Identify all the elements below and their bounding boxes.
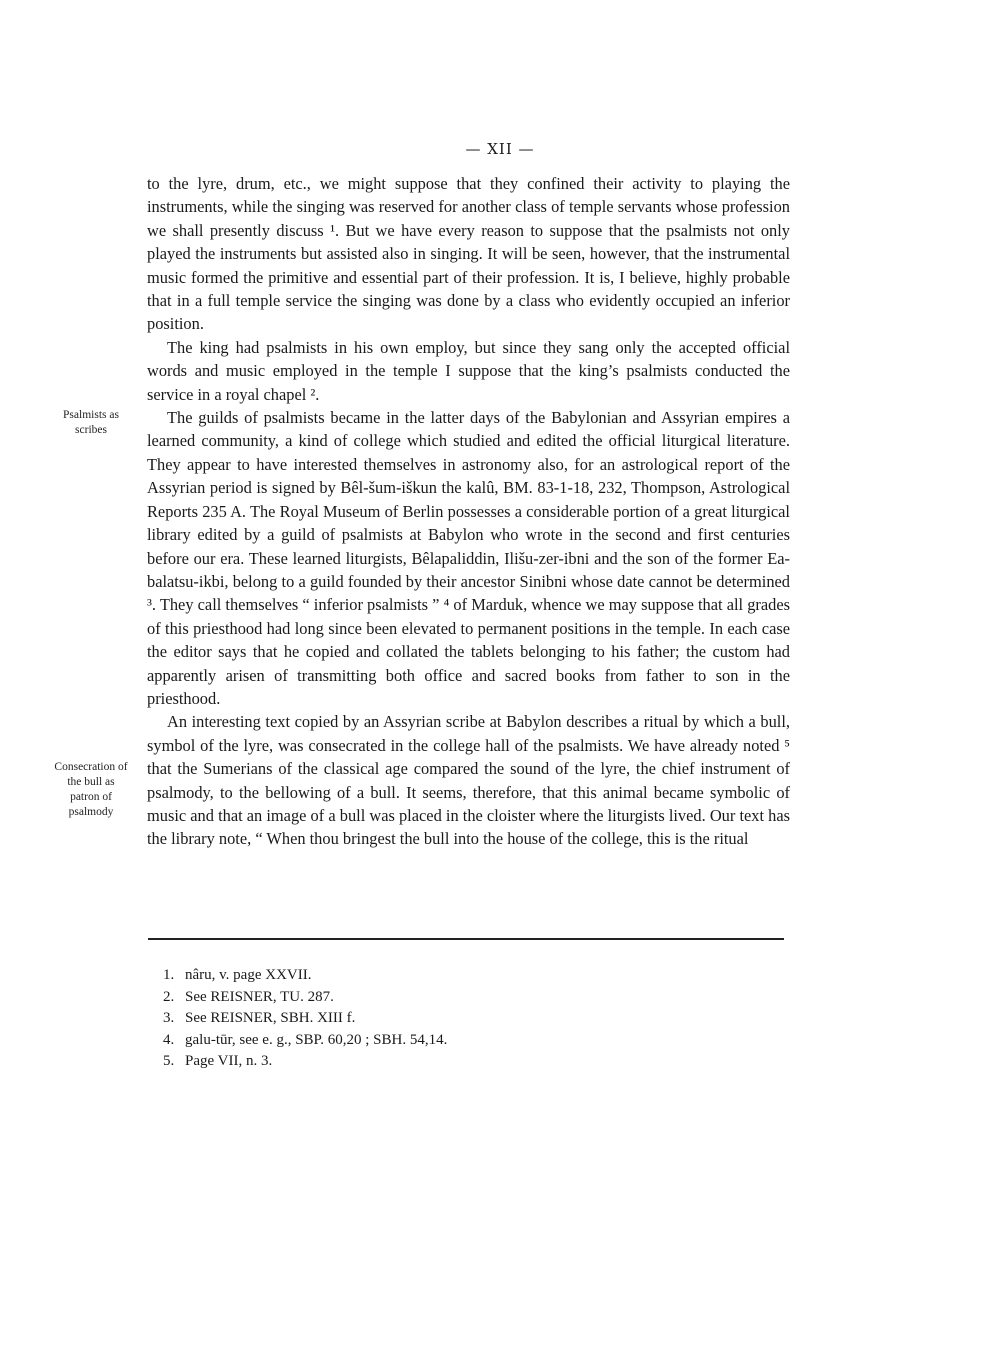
footnotes	[163, 965, 763, 1073]
footnote-text: nâru, v. page XXVII.	[185, 967, 312, 983]
margin-note-psalmists-scribes: Psalmists as scribes	[63, 409, 119, 436]
paragraph-4: An interesting text copied by an Assyrian scribe at Babylon describes a ritual by which a bull, symbol of the lyre, was consecrated in the college hall of the psalmists. We have already noted ⁵ that the Sumerians of the classical age compared the sound of the lyre, the chief instrument of psalmody, to the bellowing of a bull. It seems, therefore, that this animal became symbolic of music and that an image of a bull was placed in the cloister where the liturgists lived. Our text has the library note, “ When thou bringest the bull into the house of the college, this is the ritual	[147, 712, 790, 849]
footnote-text: See REISNER, TU. 287.	[185, 988, 334, 1005]
footnote-number: 1.	[163, 967, 175, 983]
page-header: — XII —	[465, 140, 535, 158]
body-text	[147, 172, 790, 851]
footnote-text: Page VII, n. 3.	[185, 1053, 273, 1069]
footnote-number: 3.	[163, 1010, 175, 1026]
footnote-number: 4.	[163, 1031, 175, 1048]
paragraph-2: The king had psalmists in his own employ, but since they sang only the accepted official words and music employed in the temple I suppose that the king’s psalmists conducted the service in a royal chapel ².	[147, 337, 790, 404]
footnote-text: galu-tūr, see e. g., SBP. 60,20 ; SBH. 54,14.	[185, 1031, 448, 1048]
footnote-divider	[148, 938, 784, 940]
footnote-number: 2.	[163, 988, 175, 1005]
footnote-1	[163, 965, 763, 987]
margin-note-consecration-bull: Consecration of the bull as patron of psalmody	[54, 761, 128, 818]
footnote-2	[163, 987, 763, 1009]
footnote-text: See REISNER, SBH. XIII f.	[185, 1010, 356, 1026]
paragraph-1: to the lyre, drum, etc., we might suppose that they confined their activity to playing the instruments, while the singing was reserved for another class of temple servants whose profession we shall presently discuss ¹. But we have every reason to suppose that the psalmists not only played the instruments but assisted also in singing. It will be seen, however, that the instrumental music formed the primitive and essential part of their profession. It is, I believe, highly probable that in a full temple service the singing was done by a class who evidently occupied an inferior position.	[147, 174, 790, 334]
footnote-number: 5.	[163, 1053, 175, 1069]
paragraph-3: The guilds of psalmists became in the latter days of the Babylonian and Assyrian empires a learned community, a kind of college which studied and edited the official liturgical literature. They appear to have interested themselves in astronomy also, for an astrological report of the Assyrian period is signed by Bêl-šum-iškun the kalû, BM. 83-1-18, 232, Thompson, Astrological Reports 235 A. The Royal Museum of Berlin possesses a considerable portion of a great liturgical library edited by a guild of psalmists at Babylon who wrote in the second and first centuries before our era. These learned liturgists, Bêlapaliddin, Ilišu-zer-ibni and the son of the former Ea-balatsu-ikbi, belong to a guild founded by their ancestor Sinibni whose date cannot be determined ³. They call themselves “ inferior psalmists ” ⁴ of Marduk, whence we may suppose that all grades of this priesthood had long since been elevated to permanent positions in the temple. In each case the editor says that he copied and collated the tablets belonging to his father; the custom had apparently arisen of transmitting both office and sacred books from father to son in the priesthood.	[147, 408, 790, 708]
footnote-4	[163, 1030, 763, 1052]
footnote-3	[163, 1008, 763, 1030]
footnote-5	[163, 1051, 763, 1073]
